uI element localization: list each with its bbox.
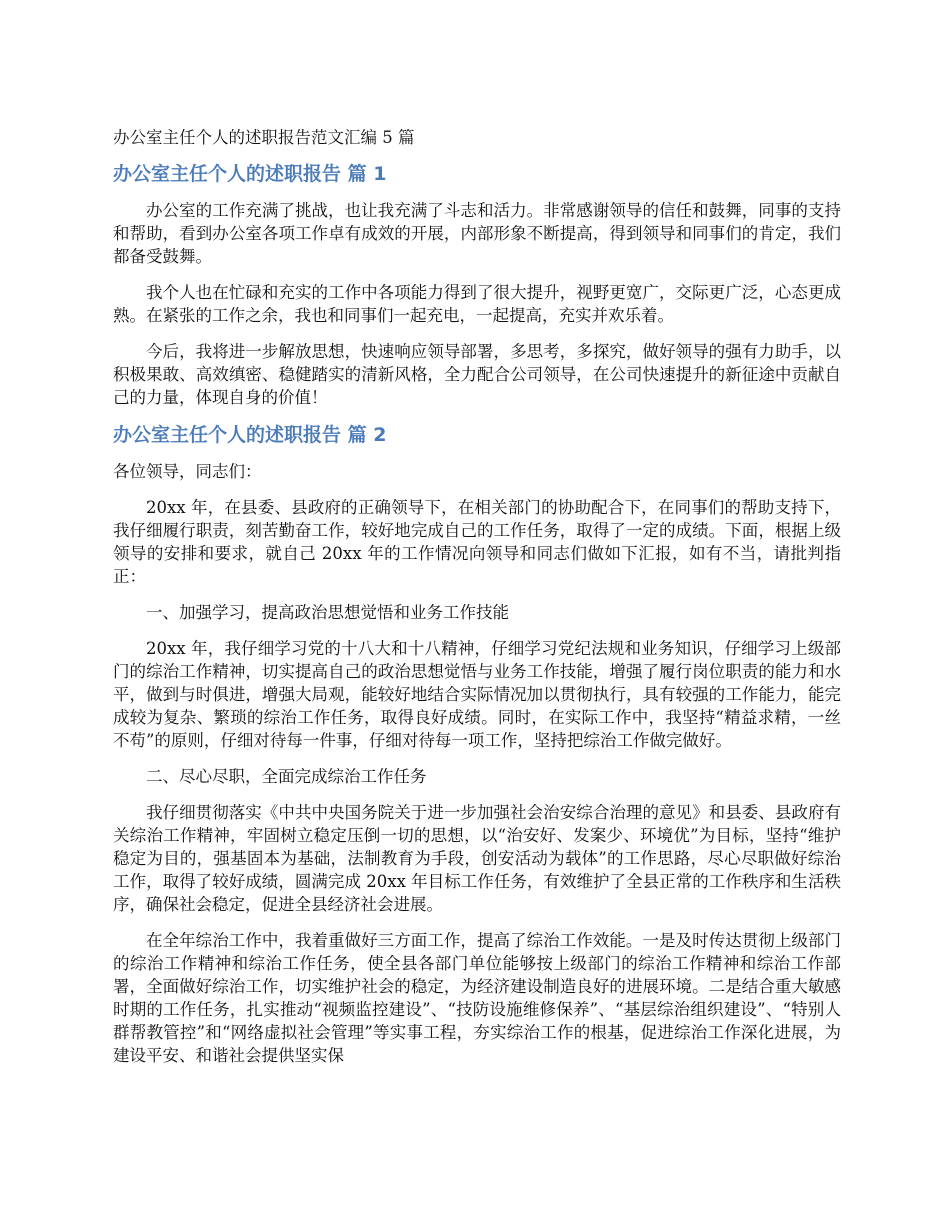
document-title: 办公室主任个人的述职报告范文汇编 5 篇 — [113, 128, 415, 147]
subheading: 二、尽心尽职，全面完成综治工作任务 — [146, 767, 427, 786]
paragraph: 我个人也在忙碌和充实的工作中各项能力得到了很大提升，视野更宽广，交际更广泛，心态更成熟。在紧张的工作之余，我也和同事们一起充电，一起提高，充实并欢乐着。 — [113, 283, 841, 325]
salutation: 各位领导，同志们： — [113, 462, 262, 481]
section-heading: 办公室主任个人的述职报告 篇 2 — [113, 424, 387, 446]
document-page — [113, 118, 841, 1080]
section-1 — [113, 161, 841, 409]
paragraph: 20xx 年，我仔细学习党的十八大和十八精神，仔细学习党纪法规和业务知识，仔细学习上级部门的综治工作精神，切实提高自己的政治思想觉悟与业务工作技能，增强了履行岗位职责的能力和水平，做到与时俱进，增强大局观，能较好地结合实际情况加以贯彻执行，具有较强的工作能力，能完成较为复杂、繁琐的综治工作任务，取得良好成绩。同时，在实际工作中，我坚持“精益求精，一丝不苟”的原则，仔细对待每一件事，仔细对待每一项工作，坚持把综治工作做完做好。 — [113, 639, 841, 750]
paragraph: 今后，我将进一步解放思想，快速响应领导部署，多思考，多探究，做好领导的强有力助手，以积极果敢、高效缜密、稳健踏实的清新风格，全力配合公司领导，在公司快速提升的新征途中贡献自己的力量，体现自身的价值！ — [113, 342, 841, 407]
paragraph: 办公室的工作充满了挑战，也让我充满了斗志和活力。非常感谢领导的信任和鼓舞，同事的支持和帮助，看到办公室各项工作卓有成效的开展，内部形象不断提高，得到领导和同事们的肯定，我们都备受鼓舞。 — [113, 201, 841, 266]
paragraph: 我仔细贯彻落实《中共中央国务院关于进一步加强社会治安综合治理的意见》和县委、县政府有关综治工作精神，牢固树立稳定压倒一切的思想，以“治安好、发案少、环境优”为目标，坚持“维护稳定为目的，强基固本为基础，法制教育为手段，创安活动为载体”的工作思路，尽心尽职做好综治工作，取得了较好成绩，圆满完成 20xx 年目标工作任务，有效维护了全县正常的工作秩序和生活秩序，确保社会稳定，促进全县经济社会进展。 — [113, 803, 841, 914]
paragraph: 20xx 年，在县委、县政府的正确领导下，在相关部门的协助配合下，在同事们的帮助支持下，我仔细履行职责，刻苦勤奋工作，较好地完成自己的工作任务，取得了一定的成绩。下面，根据上级领导的安排和要求，就自己 20xx 年的工作情况向领导和同志们做如下汇报，如有不当，请批判指正： — [113, 498, 841, 586]
paragraph: 在全年综治工作中，我着重做好三方面工作，提高了综治工作效能。一是及时传达贯彻上级部门的综治工作精神和综治工作任务，使全县各部门单位能够按上级部门的综治工作精神和综治工作部署，全面做好综治工作，切实维护社会的稳定，为经济建设制造良好的进展环境。二是结合重大敏感时期的工作任务，扎实推动“视频监控建设”、“技防设施维修保养”、“基层综治组织建设”、“特别人群帮教管控”和“网络虚拟社会管理”等实事工程，夯实综治工作的根基，促进综治工作深化进展，为建设平安、和谐社会提供坚实保 — [113, 931, 841, 1065]
section-heading: 办公室主任个人的述职报告 篇 1 — [113, 163, 387, 185]
section-2 — [113, 422, 841, 1067]
subheading: 一、加强学习，提高政治思想觉悟和业务工作技能 — [146, 603, 509, 622]
